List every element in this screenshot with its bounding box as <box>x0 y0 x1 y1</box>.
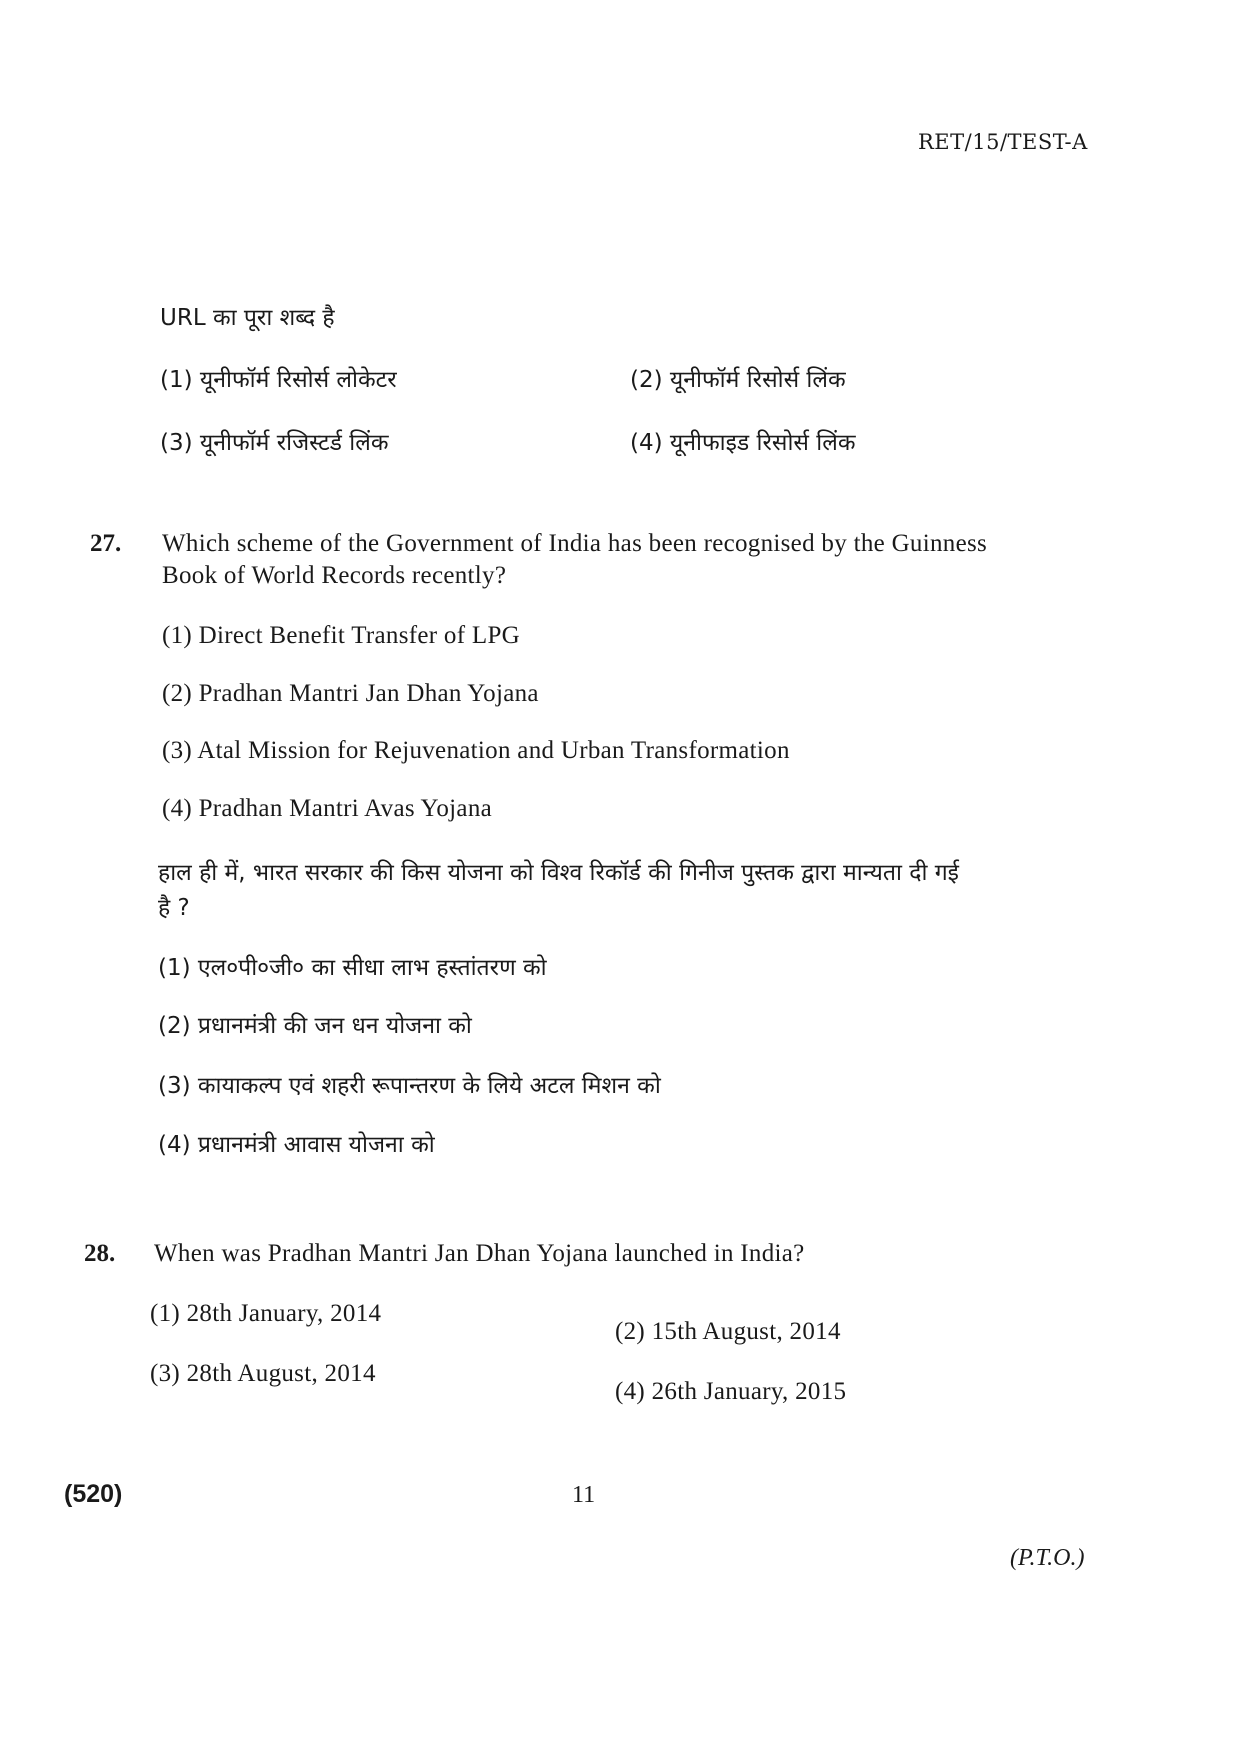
q28-option-2: (2) 15th August, 2014 <box>615 1318 841 1345</box>
q28-number: 28. <box>84 1240 116 1267</box>
q28-option-3: (3) 28th August, 2014 <box>150 1360 376 1387</box>
q27-question-hi-line2: है ? <box>158 895 190 921</box>
page-number: 11 <box>572 1482 596 1508</box>
pto-note: (P.T.O.) <box>1010 1545 1085 1571</box>
q28-option-4: (4) 26th January, 2015 <box>615 1378 847 1405</box>
q27-question-en-line1: Which scheme of the Government of India has been recognised by the Guinness <box>162 530 988 557</box>
q27-option-hi-4: (4) प्रधानमंत्री आवास योजना को <box>158 1132 435 1158</box>
q27-option-hi-1: (1) एल०पी०जी० का सीधा लाभ हस्तांतरण को <box>158 955 547 981</box>
q27-option-hi-2: (2) प्रधानमंत्री की जन धन योजना को <box>158 1013 472 1039</box>
q27-option-hi-3: (3) कायाकल्प एवं शहरी रूपान्तरण के लिये अटल मिशन को <box>158 1073 661 1099</box>
q27-option-en-4: (4) Pradhan Mantri Avas Yojana <box>162 795 493 822</box>
q28-question-en: When was Pradhan Mantri Jan Dhan Yojana launched in India? <box>154 1240 805 1267</box>
q26-option-2: (2) यूनीफॉर्म रिसोर्स लिंक <box>630 367 846 393</box>
q27-option-en-1: (1) Direct Benefit Transfer of LPG <box>162 622 521 649</box>
q26-question-hindi: URL का पूरा शब्द है <box>160 305 335 331</box>
q26-option-1: (1) यूनीफॉर्म रिसोर्स लोकेटर <box>160 367 397 393</box>
paper-code-header: RET/15/TEST-A <box>918 130 1088 154</box>
q27-option-en-3: (3) Atal Mission for Rejuvenation and Urban Transformation <box>162 737 790 764</box>
q27-option-en-2: (2) Pradhan Mantri Jan Dhan Yojana <box>162 680 539 707</box>
q26-option-3: (3) यूनीफॉर्म रजिस्टर्ड लिंक <box>160 430 389 456</box>
q28-option-1: (1) 28th January, 2014 <box>150 1300 382 1327</box>
paper-code-footer: (520) <box>64 1480 123 1508</box>
q26-option-4: (4) यूनीफाइड रिसोर्स लिंक <box>630 430 856 456</box>
q27-question-en-line2: Book of World Records recently? <box>162 562 507 589</box>
q27-question-hi-line1: हाल ही में, भारत सरकार की किस योजना को विश्व रिकॉर्ड की गिनीज पुस्तक द्वारा मान्यता दी गई <box>158 860 959 886</box>
q27-number: 27. <box>90 530 122 557</box>
